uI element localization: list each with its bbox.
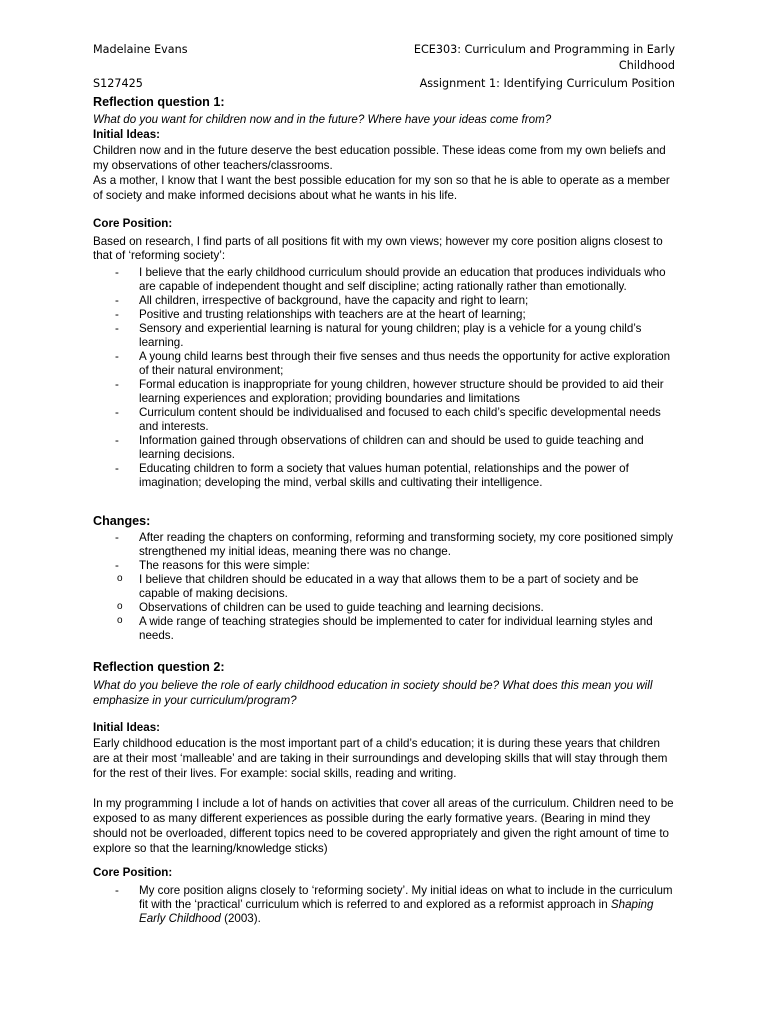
list-item [93, 559, 675, 643]
book-title: Shaping Early Childhood [139, 898, 654, 925]
list-item: - I believe that the early childhood curriculum should provide an education that produces individuals who are capable of independent thought and self discipline; acting rationally rather than emotionally. [93, 266, 675, 294]
list-item: - A young child learns best through their five senses and thus needs the opportunity for active exploration of their natural environment; [93, 350, 675, 378]
changes-reasons-intro: The reasons for this were simple: [139, 559, 310, 572]
list-item: - Positive and trusting relationships with teachers are at the heart of learning; [93, 308, 675, 322]
list-item: - Information gained through observations of children can and should be used to guide teaching and learning decisions. [93, 434, 675, 462]
list-item: o I believe that children should be educated in a way that allows them to be a part of society and be capable of making decisions. [93, 573, 675, 601]
list-item: - Curriculum content should be individualised and focused to each child’s specific developmental needs and interests. [93, 406, 675, 434]
list-item [93, 884, 675, 926]
q2-initial-ideas [93, 721, 675, 856]
list-item: - All children, irrespective of background, have the capacity and right to learn; [93, 294, 675, 308]
author-name: Madelaine Evans [93, 43, 188, 56]
book-year: (2003). [220, 912, 261, 925]
list-item: o Observations of children can be used to guide teaching and learning decisions. [93, 601, 675, 615]
q2-core-item-text: My core position aligns closely to ‘reforming society’. My initial ideas on what to include in the curriculum fit with the ‘practical’ curriculum which is referred to and explored as a reformist approach in [139, 884, 673, 911]
reflection-question-2 [93, 660, 675, 708]
list-item: o A wide range of teaching strategies should be implemented to cater for individual learning styles and needs. [93, 615, 675, 643]
list-item: - Formal education is inappropriate for young children, however structure should be provided to aid their learning experiences and exploration; providing boundaries and limitations [93, 378, 675, 406]
assignment-title: Assignment 1: Identifying Curriculum Position [419, 77, 675, 90]
q2-core-position-heading: Core Position: [93, 866, 173, 879]
q2-initial-paragraph-2: In my programming I include a lot of hands on activities that cover all areas of the curriculum. Children need to be exposed to as many different experiences as possible during the early formative years. (Bearing in mind they should not be overloaded, different topics need to be covered appropriately and given the right amount of time to explore so that the learning/knowledge sticks) [93, 797, 674, 855]
list-item: - After reading the chapters on conforming, reforming and transforming society, my core positioned simply strengthened my initial ideas, meaning there was no change. [93, 531, 675, 559]
q1-core-position-heading: Core Position: [93, 217, 173, 230]
q1-changes-heading: Changes: [93, 514, 151, 528]
q2-initial-paragraph-1: Early childhood education is the most important part of a child’s education; it is during these years that children are at their most ‘malleable’ and are taking in their surroundings and developing skills that will stay through them for the rest of their lives. For example: social skills, reading and writing. [93, 737, 668, 780]
q2-question: What do you believe the role of early childhood education in society should be? What does this mean you will emphasize in your curriculum/program? [93, 679, 653, 707]
q1-changes-list [93, 531, 675, 643]
student-id: S127425 [93, 77, 143, 90]
course-title-line-1: ECE303: Curriculum and Programming in Early [413, 43, 675, 56]
list-item: - Sensory and experiential learning is natural for young children; play is a vehicle for a young child’s learning. [93, 322, 675, 350]
list-item: - Educating children to form a society that values human potential, relationships and the power of imagination; developing the mind, verbal skills and cultivating their intelligence. [93, 462, 675, 490]
q1-core-intro: Based on research, I find parts of all positions fit with my own views; however my core position aligns closest to that of ‘reforming society’: [93, 235, 663, 262]
q1-initial-ideas-heading: Initial Ideas: [93, 128, 161, 141]
q1-core-position [93, 217, 675, 490]
q2-initial-ideas-heading: Initial Ideas: [93, 721, 161, 734]
q1-core-list [93, 266, 675, 490]
q1-initial-paragraph-2: As a mother, I know that I want the best possible education for my son so that he is able to operate as a member of society and make informed decisions about what he wants in his life. [93, 174, 670, 202]
q1-initial-paragraph-1: Children now and in the future deserve the best education possible. These ideas come from my own beliefs and my observations of other teachers/classrooms. [93, 144, 666, 172]
reflection-question-1 [93, 95, 675, 203]
changes-reasons-list [93, 573, 675, 643]
q1-title: Reflection question 1: [93, 95, 225, 109]
course-title-line-2: Childhood [618, 59, 675, 72]
course-title [414, 42, 675, 74]
q1-changes [93, 514, 675, 643]
q1-question: What do you want for children now and in the future? Where have your ideas come from? [93, 113, 552, 126]
q2-core-list [93, 884, 675, 926]
q2-title: Reflection question 2: [93, 660, 225, 674]
q2-core-position [93, 866, 675, 926]
